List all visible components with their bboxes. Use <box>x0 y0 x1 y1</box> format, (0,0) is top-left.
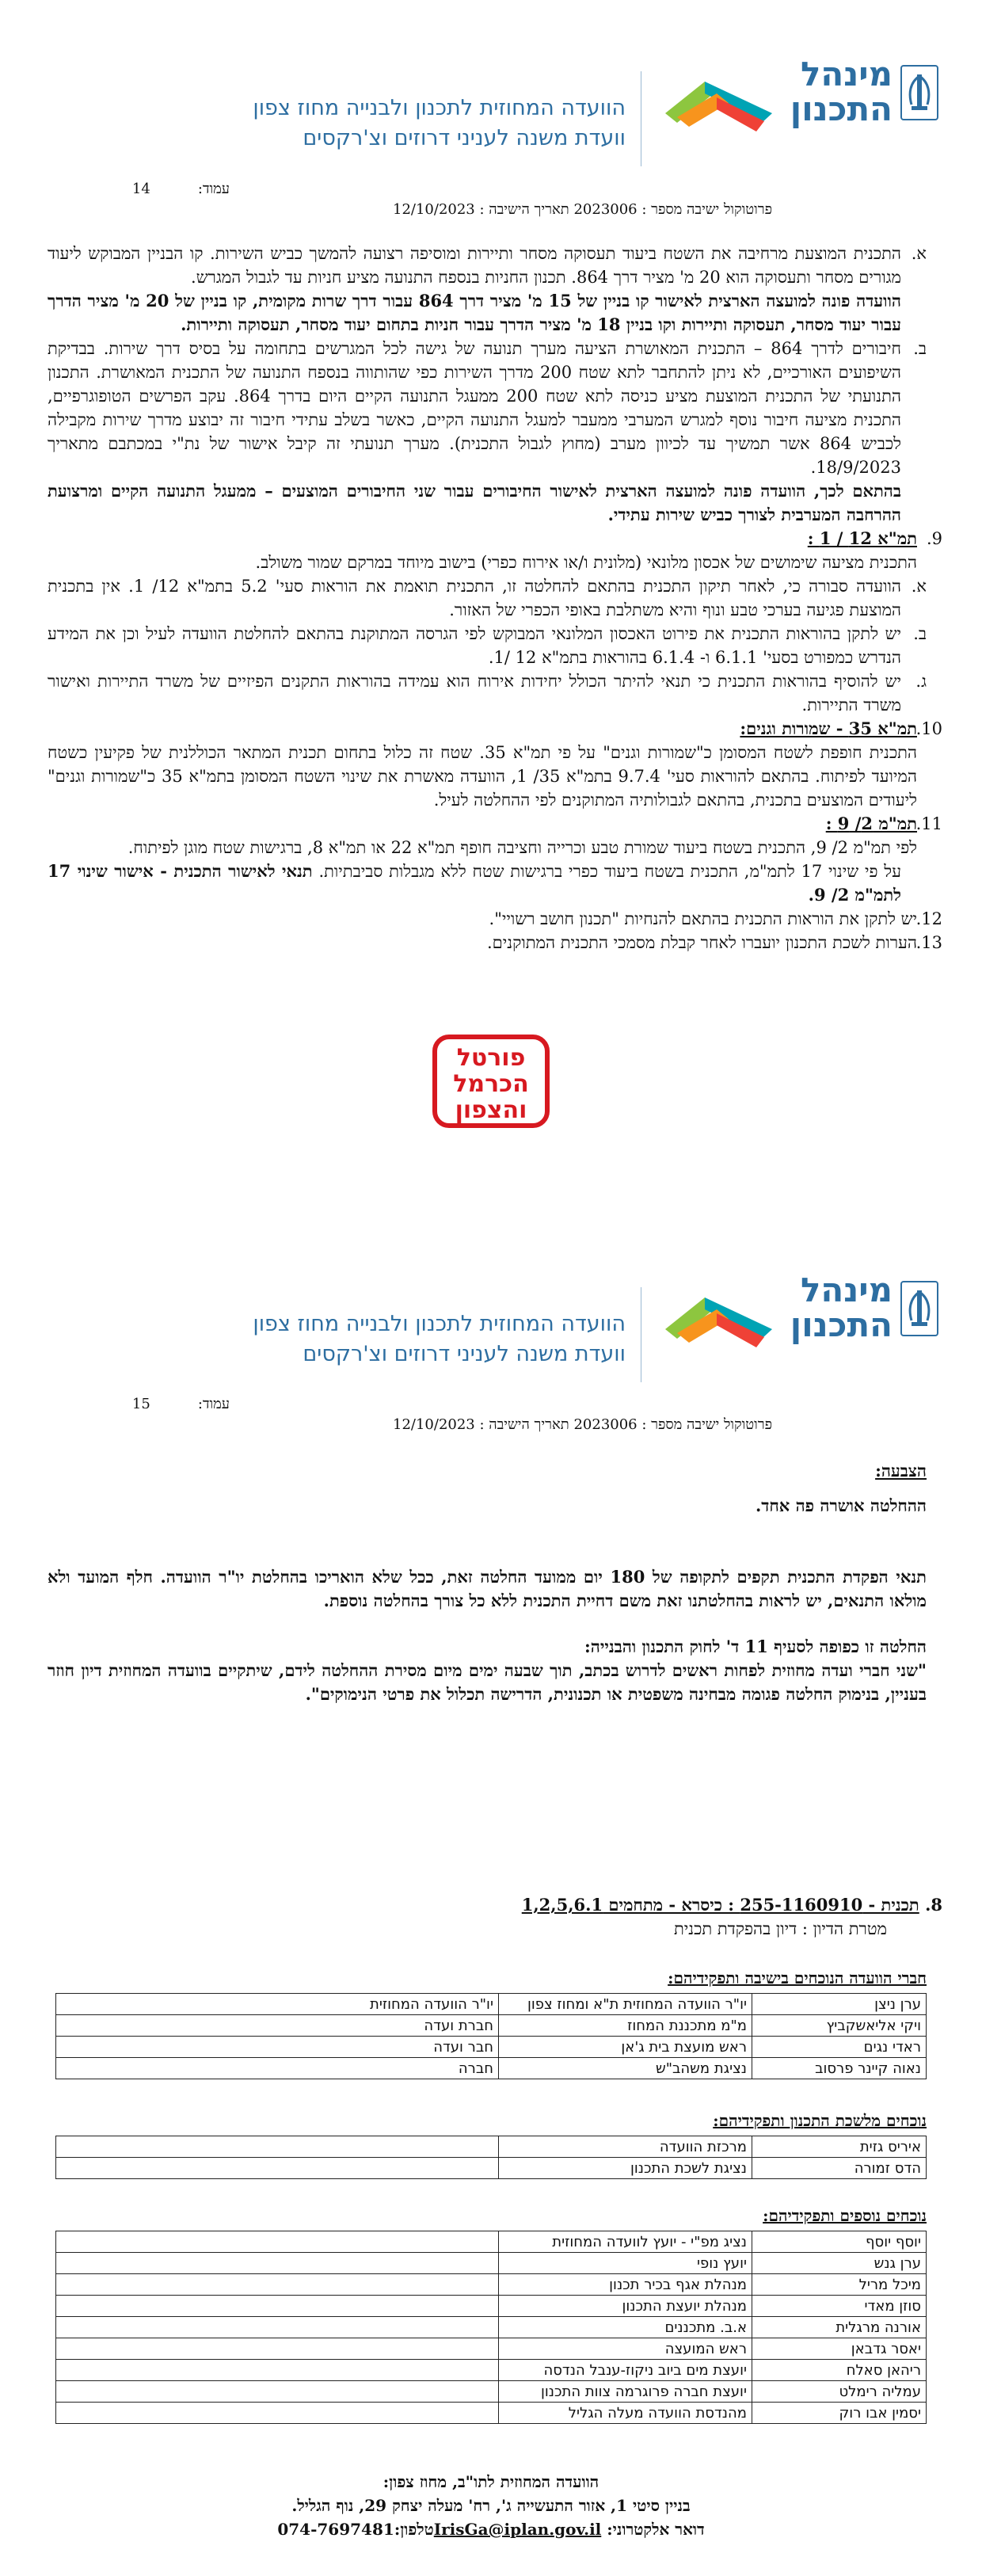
plan-title: תכנית - 255-1160910 : כיסרא - מתחמים 1,2,5,6.1 <box>521 1895 919 1915</box>
others-table <box>55 2231 927 2424</box>
planning-administration-logo <box>653 55 938 166</box>
law-quote: "שני חברי ועדה מחוזית לפחות ראשים לדרוש בכתב, תוך שבעה ימים מיום מסירת ההחלטה לידם, שיתקיים בוועדה המחוזית דיון חוזר בעניין, בנימוק החלטה פגומה מבחינה משפטית או תכנונית, הדרישה תכלול את פרטי הנימוקים". <box>48 1660 927 1704</box>
vote-heading: הצבעה: <box>875 1461 927 1480</box>
table-row: יסמין אבו רוק מהנדסת הוועדה מעלה הגליל <box>56 2403 927 2424</box>
staff-section <box>55 2111 927 2179</box>
list-item: ג. יש להוסיף בהוראות התכנית כי תנאי להיתר הכולל יחידות אירוח הוא עמידה בהוראות התקנים הפיזיים של משרד התיירות ואישור משרד התיירות. <box>48 672 927 714</box>
logo-word-1: מינהל <box>800 1271 893 1309</box>
email-link[interactable]: IrisGa@iplan.gov.il <box>433 2520 602 2539</box>
committee-name <box>150 93 626 154</box>
table-row: יוסף יוסף נציג מפ"י - יועץ לוועדה המחוזית <box>56 2231 927 2253</box>
page-footer <box>0 2470 982 2541</box>
logo-word-2: התכנון <box>790 1305 893 1344</box>
members-heading: חברי הוועדה הנוכחים בישיבה ותפקידיהם: <box>668 1968 927 1987</box>
footer-contact: דואר אלקטרוני: IrisGa@iplan.gov.ilטלפון:074-7697481 <box>277 2520 705 2539</box>
logo-word-2: התכנון <box>790 90 893 128</box>
table-row: ערן ניצן יו"ר הוועדה המחוזית ת"א ומחוז צפון יו"ר הוועדה המחוזית <box>56 1994 927 2015</box>
table-row: אורנה מרגלית א.ב. מתכננים <box>56 2317 927 2338</box>
list-item: א. הוועדה סבורה כי, לאחר תיקון התכנית בהתאם להחלטה זו, התכנית תואמת את הוראות סעי' 5.2 בתמ"א 12/ 1. אין בתכנית המוצעת פגיעה בערכי טבע ונוף והיא משתלבת באופי הכפרי של האזור. <box>48 577 927 619</box>
state-emblem-icon <box>900 1281 938 1336</box>
members-table <box>55 1993 927 2079</box>
law-intro: החלטה זו כפופה לסעיף 11 ד' לחוק התכנון והבנייה: <box>584 1637 927 1656</box>
list-item: על פי שינוי 17 לתמ"מ, התכנית בשטח ביעוד כפרי ברגישות שטח ללא מגבלות סביבתיות. תנאי לאישור התכנית - אישור שינוי 17 לתמ"מ 2/ 9. <box>48 861 901 905</box>
decision-items <box>48 242 942 955</box>
logo-word-1: מינהל <box>800 55 893 93</box>
staff-table <box>55 2136 927 2179</box>
committee-line-2: וועדת משנה לעניני דרוזים וצ'רקסים <box>303 1342 626 1366</box>
vote-result: ההחלטה אושרה פה אחד. <box>755 1496 927 1515</box>
page-header <box>0 55 982 166</box>
footer-committee: הוועדה המחוזית לתו"ב, מחוז צפון: <box>383 2472 599 2491</box>
planning-administration-logo <box>653 1271 938 1382</box>
list-item: ב. יש לתקן בהוראות התכנית את פירוט האכסון המלונאי המבוקש לפי הגרסה המתוקנת בהתאם להחלטת הוועדה לעיל וכן את המידע הנדרש כמפורט בסעי' 6.1.1 ו- 6.1.4 בהוראות בתמ"א 12 /1. <box>48 624 927 667</box>
list-item: הוועדה פונה למועצה הארצית לאישור קו בניין של 15 מ' מציר דרך 864 עבור דרך שרות מקומית, קו בניין של 20 מ' מציר הדרך עבור יעוד מסחר, תעסוקה ותיירות וקו בניין 18 מ' מציר הדרך עבור חניות בתחום יעוד מסחר, תעסוקה ותיירות. <box>48 291 901 334</box>
plan-number: 8. <box>925 1895 942 1915</box>
protocol-line: פרוטוקול ישיבה מספר : 2023006 תאריך הישיבה : 12/10/2023 <box>393 201 772 218</box>
list-item: א. התכנית המוצעת מרחיבה את השטח ביעוד תעסוקה מסחר ותיירות ומוסיפה רצועה להמשך כביש השירות. קו הבניין המבוקש ליעוד מגורים מסחר ותעסוקה הוא 20 מ' מציר דרך 864. תכנון החניות בנספח התנועה מציע חניות עד לגבול המגרש. <box>48 244 927 287</box>
table-row: עמליה רימלט יועצת חברה פרוגרמה צוות התכנון <box>56 2381 927 2403</box>
page-header <box>0 1271 982 1382</box>
svg-text:והצפון: והצפון <box>455 1096 527 1124</box>
plan-header <box>48 1893 942 1941</box>
committee-line-1: הוועדה המחוזית לתכנון ולבנייה מחוז צפון <box>253 1312 626 1336</box>
state-emblem-icon <box>900 65 938 120</box>
table-row: הדס זמורה נציגת לשכת התכנון <box>56 2158 927 2179</box>
table-row: ויקי אליאשקביץ מ"מ מתכננת המחוז חברת ועדה <box>56 2015 927 2037</box>
list-item: 10. תמ"א 35 - שמורות וגנים: התכנית חופפת לשטח המסומן כ"שמורות וגנים" על פי תמ"א 35. שטח זה כלול בתחום תכנית המתאר הכוללנית של פקיעין כשטח המיועד לפיתוח. בהתאם להוראות סעי' 9.7.4 בתמ"א 35/ 1, הוועדה מאשרת את שינוי השטח המסומן בתמ"א 35 כ"שמורות וגנים" ליעודים המוצעים בתכנית, בהתאם לגבולותיה המתוקנים לפי ההחלטה לעיל. <box>48 718 942 810</box>
page-number: עמוד:15 <box>131 1396 230 1412</box>
table-row: נאוה קיינר פרסוב נציגת משהב"ש חברה <box>56 2058 927 2079</box>
table-row: סוזן מאדי מנהלת יועצת התכנון <box>56 2296 927 2317</box>
table-row: ראדי נגים ראש מועצת בית ג'אן חבר ועדה <box>56 2037 927 2058</box>
page-number: עמוד:14 <box>131 181 230 197</box>
list-item: 12. יש לתקן את הוראות התכנית בהתאם להנחיות "תכנון חושב רשויי". <box>489 909 942 928</box>
table-row: ערן גנש יועץ נופי <box>56 2253 927 2274</box>
list-item: 13. הערות לשכת התכנון יועברו לאחר קבלת מסמכי התכנית המתוקנים. <box>486 933 942 952</box>
committee-line-1: הוועדה המחוזית לתכנון ולבנייה מחוז צפון <box>253 96 626 120</box>
document-page-14 <box>0 0 982 1133</box>
portal-stamp-logo <box>432 1034 550 1129</box>
svg-text:הכרמל: הכרמל <box>453 1070 529 1098</box>
members-section <box>55 1968 927 2079</box>
document-page-15 <box>0 1133 982 2576</box>
others-section <box>55 2206 927 2424</box>
others-heading: נוכחים נוספים ותפקידיהם: <box>763 2206 927 2225</box>
staff-heading: נוכחים מלשכת התכנון ותפקידיהם: <box>713 2111 927 2130</box>
table-row: יאסר גדבאן ראש המועצה <box>56 2338 927 2360</box>
vote-section <box>48 1459 927 1706</box>
table-row: מיכל מריל מנהלת אגף בכיר תכנון <box>56 2274 927 2296</box>
list-item: 9. תמ"א 12 / 1 : התכנית מציעה שימושים של אכסון מלונאי (מלונית ו/או אירוח כפרי) בישוב מיוחד במרקם שמור משולב. <box>255 528 942 572</box>
plan-purpose: מטרת הדיון : דיון בהפקדת תכנית <box>673 1919 887 1938</box>
committee-line-2: וועדת משנה לעניני דרוזים וצ'רקסים <box>303 126 626 151</box>
table-row: איריס גזית מרכזת הוועדה <box>56 2136 927 2158</box>
committee-name <box>150 1309 626 1370</box>
protocol-line: פרוטוקול ישיבה מספר : 2023006 תאריך הישיבה : 12/10/2023 <box>393 1416 772 1433</box>
list-item: ב. חיבורים לדרך 864 – התכנית המאושרת הציעה מערך תנועה של גישה לכל המגרשים בתחומה על בסיס דרך שירות. בבדיקת השיפועים האורכיים, לא ניתן להתחבר לתא שטח 200 מדרך השירות כפי שהותווה בנספח התנועה של התכנית המאושרת. התכנון התנועתי של התכנית המוצעת מציע כניסה לתא שטח 200 ממעגל התנועה הקיים היום בדרך 864. עקב הפרשים הטופוגרפיים, התכנית מציעה חיבור נוסף למגרש המערבי ממעבר למעגל התנועה הקיים, כאשר בשלב עתידי חיבור זה יבוצע מדרך שירות מקבילה לכביש 864 אשר תמשיך עד לכיוון מערב (מחוץ לגבול התכנית). מערך תנועתי זה קיבל אישור של נת"י במכתבם מתאריך 18/9/2023. <box>48 339 927 477</box>
list-item: בהתאם לכך, הוועדה פונה למועצה הארצית לאישור החיבורים עבור שני החיבורים המוצעים – ממעגל התנועה הקיים ומרצועת ההרחבה המערבית לצורך כביש שירות עתידי. <box>48 481 901 524</box>
phone-number: 074-7697481 <box>277 2520 394 2539</box>
list-item: 11. תמ"מ 2/ 9 : לפי תמ"מ 2/ 9, התכנית בשטח ביעוד שמורת טבע וכרייה וחציבה חופף תמ"א 22 או תמ"א 8, ברגישות שטח מוגן לפיתוח. <box>128 814 942 857</box>
house-graphic-icon <box>661 70 776 145</box>
house-graphic-icon <box>661 1286 776 1361</box>
footer-address: בניין סיטי 1, אזור התעשייה ג', רח' מעלה יצחק 29, נוף הגליל. <box>291 2496 691 2515</box>
table-row: ריהאן סאלח יועצת מים ביוב ניקוז-ענבל הנדסה <box>56 2360 927 2381</box>
validity-paragraph: תנאי הפקדת התכנית תקפים לתקופה של 180 יום ממועד החלטה זאת, ככל שלא הואריכו בהחלטת יו"ר הוועדה. חלף המועד ולא מולאו התנאים, יש לראות בהחלטתנו זאת משם דחיית התכנית ללא כל צורך בהחלטה נוספת. <box>48 1567 927 1610</box>
svg-text:פורטל: פורטל <box>456 1044 526 1072</box>
